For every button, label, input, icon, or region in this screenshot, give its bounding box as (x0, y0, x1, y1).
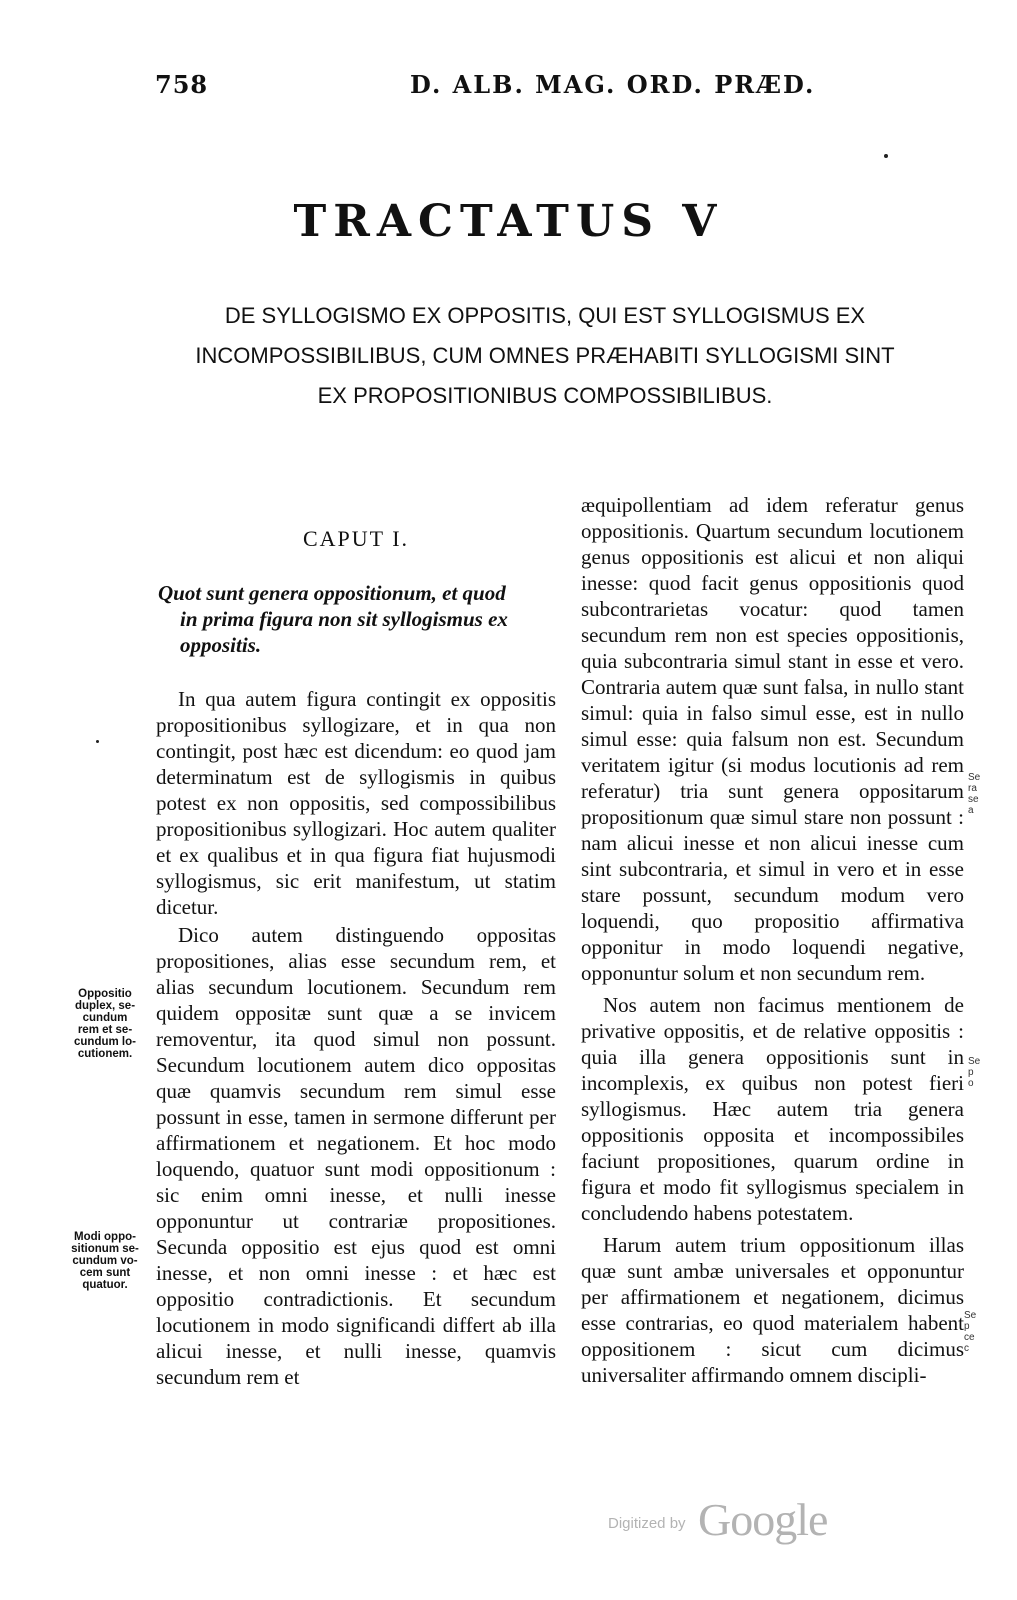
cropped-note-fragment: se (968, 794, 979, 805)
margin-note-line: cutionem. (77, 1048, 133, 1060)
margin-note-oppositio (60, 988, 150, 1060)
margin-note-line: Oppositio (78, 988, 132, 1000)
subtitle-line: INCOMPOSSIBILIBUS, CUM OMNES PRÆHABITI SYLLOGISMI SINT (195, 343, 895, 368)
margin-note-line: cem sunt (79, 1267, 131, 1279)
margin-note-line: cundum lo- (74, 1036, 136, 1048)
margin-note-line: Modi oppo- (74, 1231, 136, 1243)
left-column (156, 520, 556, 1390)
digitized-label: Digitized by (608, 1515, 686, 1532)
cropped-note-fragment: Se (968, 1056, 981, 1067)
body-paragraph: In qua autem figura contingit ex oppositis propositionibus syllogizare, et in qua non contingit, post hæc est dicendum: eo quod jam determinatum est de syllogismis in quibus potest ex non oppositis, sed compossibilibus propositionibus syllogizari. Hoc autem qualiter et ex qualibus et in qua figura fiat hujusmodi syllogismus, sic erit manifestum, ut statim dicetur. (156, 687, 556, 919)
summary-line: Quot sunt genera oppositionum, et quod (158, 581, 506, 605)
cropped-note-fragment: c (964, 1343, 969, 1354)
chapter-heading: CAPUT I. (302, 526, 410, 551)
cropped-note-fragment: p (968, 1067, 974, 1078)
margin-note-line: quatuor. (82, 1279, 128, 1291)
summary-line: oppositis. (180, 633, 262, 657)
treatise-subtitle (150, 296, 940, 416)
body-paragraph: Nos autem non facimus mentionem de privative oppositis, et de relative oppositis : quia illa genera oppositionis sunt in incomplexis, ex quibus non potest fieri syllogismus. Hæc autem tria genera oppositionis opposita et incompossibiles faciunt propositiones, quarum ordine in figura et modo fit syllogismus specialem in concludendo habens potestatem. (581, 993, 964, 1225)
margin-note-line: duplex, se- (74, 1000, 136, 1012)
summary-line: in prima figura non sit syllogismus ex (180, 607, 508, 631)
right-column (581, 492, 964, 1388)
chapter-summary (156, 580, 556, 658)
subtitle-line: DE SYLLOGISMO EX OPPOSITIS, QUI EST SYLLOGISMUS EX (224, 303, 866, 328)
margin-note-line: rem et se- (77, 1024, 133, 1036)
cropped-note-fragment: o (968, 1078, 974, 1089)
page-header (0, 70, 1017, 104)
margin-note-line: sitionum se- (71, 1243, 139, 1255)
google-logo: Google (698, 1494, 828, 1545)
body-paragraph: æquipollentiam ad idem referatur genus oppositionis. Quartum secundum locutionem genus oppositionis est alicui et non aliqui inesse: quod facit genus oppositionis quod subcontrarietas vocatur: quod tamen secundum rem non est species oppositionis, quia subcontraria simul stant in esse et vero. Contraria autem quæ sunt falsa, in nullo stant simul: quia in falso simul esse, est in nullo simul esse: quia falsum non est. Secundum veritatem igitur (si modus locutionis ad rem referatur) tria sunt genera oppositarum propositionum quæ simul stare non possunt : nam alicui inesse et non alicui inesse cum sint subcontraria, et simul in vero et in esse stare possunt, secundum modum vero loquendi, quo propositio affirmativa opponitur in modo loquendi negative, opponuntur solum et non secundum rem. (581, 493, 964, 985)
cropped-note-fragment: Se (964, 1310, 977, 1321)
cropped-note-fragment: ce (964, 1332, 975, 1343)
body-paragraph: Dico autem distinguendo oppositas propositiones, alias esse secundum rem, et alias secundum locutionem. Secundum rem quidem oppositæ sunt quæ a se invicem removentur, ita quod simul non possunt. Secundum locutionem autem dico oppositas quæ quamvis secundum rem simul esse possunt in esse, tamen in sermone differunt per affirmationem et negationem. Et hoc modo loquendo, quatuor sunt modi oppositionum : sic enim omni inesse, et nulli inesse opponuntur ut contrariæ propositiones. Secunda oppositio est ejus quod est omni inesse, et non omni inesse : et hæc est oppositio contradictionis. Et secundum locutionem in modo significandi differt ab illa alicui inesse, et nulli inesse, quamvis secundum rem et (156, 923, 556, 1389)
cropped-margin-note (968, 1056, 980, 1089)
cropped-note-fragment: a (968, 805, 974, 816)
cropped-margin-note (964, 1310, 976, 1354)
ink-speck (884, 154, 888, 158)
cropped-margin-note (968, 772, 980, 816)
margin-note-modi (60, 1231, 150, 1291)
body-paragraph: Harum autem trium oppositionum illas quæ sunt ambæ universales et opponuntur per affirmationem et negationem, dicimus esse contrarias, eo quod materialem habent oppositionem : sicut cum dicimus universaliter affirmando omnem discipli- (581, 1233, 964, 1387)
cropped-note-fragment: p (964, 1321, 970, 1332)
cropped-note-fragment: Se (968, 772, 981, 783)
margin-note-line: cundum vo- (72, 1255, 138, 1267)
treatise-title: TRACTATUS V (293, 196, 724, 247)
digitized-by-google-watermark (608, 1494, 838, 1547)
ink-speck (96, 740, 99, 743)
page-number: 758 (155, 70, 209, 99)
cropped-note-fragment: ra (968, 783, 977, 794)
subtitle-line: EX PROPOSITIONIBUS COMPOSSIBILIBUS. (317, 383, 773, 408)
running-head: D. ALB. MAG. ORD. PRÆD. (410, 70, 816, 99)
margin-note-line: cundum (82, 1012, 128, 1024)
